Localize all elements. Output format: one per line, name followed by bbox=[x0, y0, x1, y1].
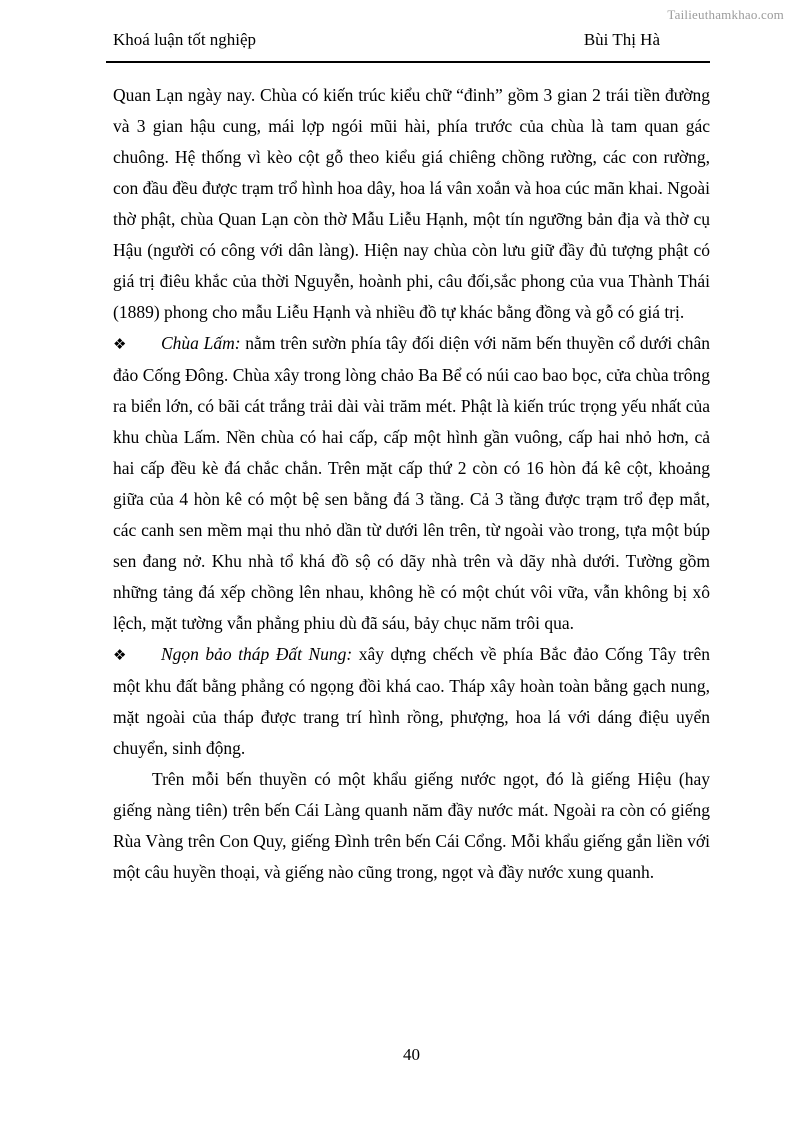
diamond-bullet-icon: ❖ bbox=[113, 646, 127, 664]
bullet-item-chua-lam bbox=[113, 328, 710, 639]
paragraph-gieng: Trên mỗi bến thuyền có một khẩu giếng nước ngọt, đó là giếng Hiệu (hay giếng nàng tiên) trên bến Cái Làng quanh năm đầy nước mát. Ngoài ra còn có giếng Rùa Vàng trên Con Quy, giếng Đình trên bến Cái Cổng. Mỗi khẩu giếng gắn liền với một câu huyền thoại, và giếng nào cũng trong, ngọt và đầy nước xung quanh. bbox=[113, 769, 710, 882]
header-author-name: Bùi Thị Hà bbox=[583, 30, 660, 49]
site-watermark: Tailieuthamkhao.com bbox=[667, 7, 784, 22]
bullet-text-bao-thap: xây dựng chếch về phía Bắc đảo Cống Tây trên một khu đất bằng phẳng có ngọng đồi khá cao. Tháp xây hoàn toàn bằng gạch nung, mặt ngoài của tháp được trang trí hình rồng, phượng, hoa lá với dáng điệu uyển chuyển, sinh động. bbox=[113, 644, 710, 758]
document-body bbox=[113, 80, 710, 888]
bullet-text-chua-lam: nằm trên sườn phía tây đối diện với năm bến thuyền cổ dưới chân đảo Cống Đông. Chùa xây trong lòng chảo Ba Bể có núi cao bao bọc, cửa chùa trông ra biển lớn, có bãi cát trắng trải dài vài trăm mét. Phật là kiến trúc trọng yếu nhất của khu chùa Lấm. Nền chùa có hai cấp, cấp một hình gần vuông, cấp hai nhỏ hơn, cả hai cấp đều kè đá chắc chắn. Trên mặt cấp thứ 2 còn có 16 hòn đá kê cột, khoảng giữa của 4 hòn kê có một bệ sen bằng đá 3 tầng. Cả 3 tầng được trạm trổ đẹp mắt, các canh sen mềm mại thu nhỏ dần từ dưới lên trên, từ ngoài vào trong, tựa một búp sen đang nở. Khu nhà tổ khá đồ sộ có dãy nhà trên và dãy nhà dưới. Tường gồm những tảng đá xếp chồng lên nhau, không hề có một chút vôi vữa, vẫn không bị xô lệch, mặt tường vẫn phẳng phiu dù đã sáu, bảy chục năm trôi qua. bbox=[113, 333, 711, 633]
paragraph-intro: Quan Lạn ngày nay. Chùa có kiến trúc kiểu chữ “đinh” gồm 3 gian 2 trái tiền đường và 3 gian hậu cung, mái lợp ngói mũi hài, phía trước của chùa là tam quan gác chuông. Hệ thống vì kèo cột gỗ theo kiểu giá chiêng chồng rường, các con rường, con đầu đều được trạm trổ hình hoa dây, hoa lá vân xoắn và hoa cúc mãn khai. Ngoài thờ phật, chùa Quan Lạn còn thờ Mẫu Liễu Hạnh, một tín ngưỡng bản địa và thờ cụ Hậu (người có công với dân làng). Hiện nay chùa còn lưu giữ đầy đủ tượng phật có giá trị điêu khắc của thời Nguyễn, hoành phi, câu đối,sắc phong của vua Thành Thái (1889) phong cho mẫu Liễu Hạnh và nhiều đồ tự khác bằng đồng và gỗ có giá trị. bbox=[113, 85, 710, 322]
page-header bbox=[106, 30, 710, 63]
header-thesis-title: Khoá luận tốt nghiệp bbox=[113, 30, 257, 49]
bullet-item-bao-thap bbox=[113, 639, 710, 764]
bullet-label-chua-lam: Chùa Lấm: bbox=[161, 333, 241, 353]
bullet-label-bao-thap: Ngọn bảo tháp Đất Nung: bbox=[161, 644, 353, 664]
diamond-bullet-icon: ❖ bbox=[113, 335, 127, 353]
page-number: 40 bbox=[403, 1045, 420, 1064]
